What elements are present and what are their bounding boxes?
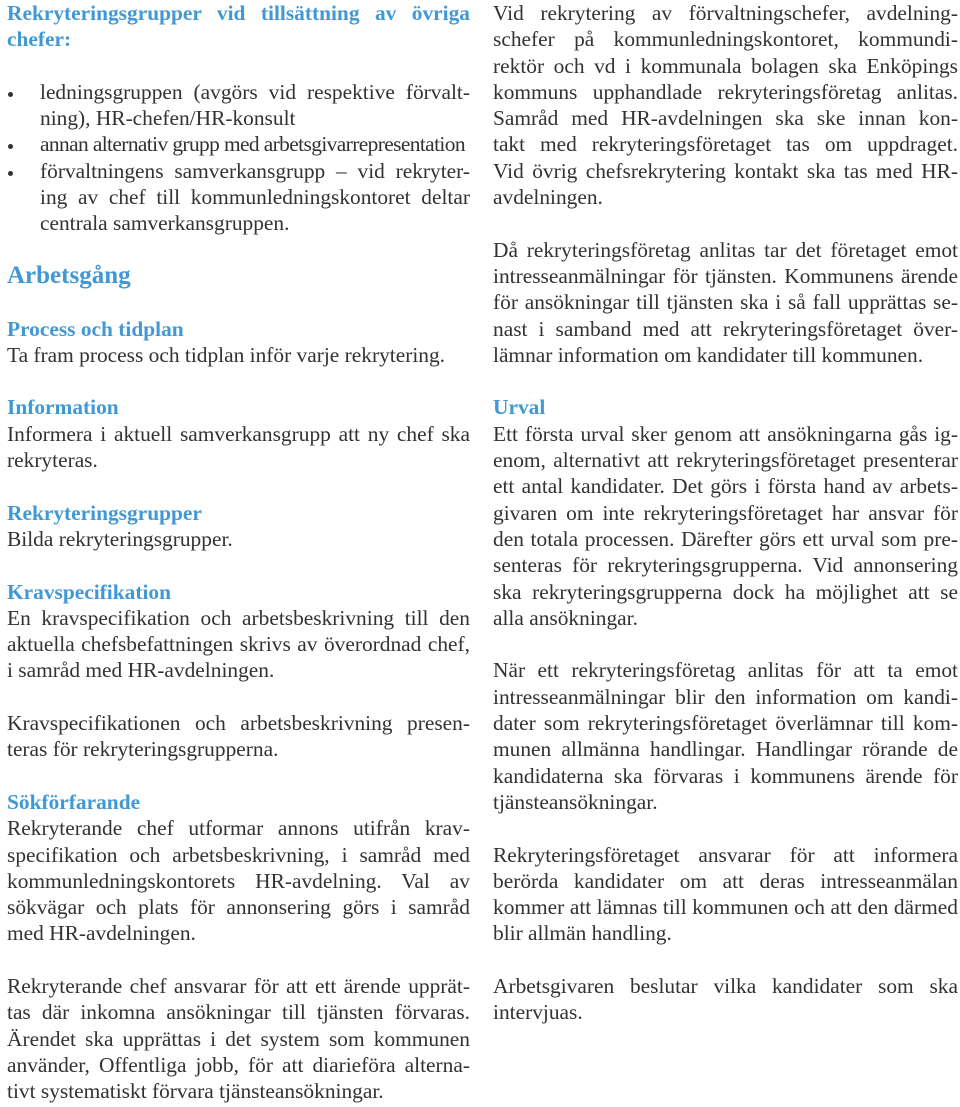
text-line: annan alternativ grupp med arbetsgivarrepresentation	[40, 132, 465, 157]
bullet-marker	[8, 171, 13, 176]
text-line: Samråd med HR-avdelningen ska ske innan kon-	[493, 106, 958, 131]
text-line: ning), HR-chefen/HR-konsult	[40, 106, 296, 131]
section-kravspecifikation	[7, 579, 470, 763]
text-line: blir allmän handling.	[493, 921, 672, 946]
text-line: schefer på kommunledningskontoret, kommundi-	[493, 27, 958, 52]
text-line: intresseanmälningar blir den information om kandi-	[493, 684, 958, 709]
bullet-item	[7, 158, 470, 237]
bullet-marker	[8, 144, 13, 149]
text-line: nast i samband med att rekryteringsföretaget över-	[493, 316, 958, 341]
text-line: Ta fram process och tidplan inför varje rekrytering.	[7, 342, 446, 367]
text-line: kandidaterna ska förvaras i kommunens ärende för	[493, 763, 958, 788]
paragraph	[493, 421, 958, 631]
section-information	[7, 394, 470, 473]
section-process-och-tidplan	[7, 316, 470, 369]
section-rekryteringsgrupper	[7, 500, 470, 553]
paragraph	[493, 657, 958, 815]
section-heading: Rekryteringsgrupper	[7, 500, 202, 525]
right-column	[493, 0, 958, 1026]
text-line: En kravspecifikation och arbetsbeskrivning till den	[7, 605, 470, 630]
paragraph	[7, 710, 470, 763]
text-line: intervjuas.	[493, 1000, 583, 1025]
text-line: Rekryterande chef ansvarar för att ett ärende upprät-	[7, 973, 470, 998]
text-line: Rekryteringsföretaget ansvarar för att informera	[493, 842, 958, 867]
bullet-item	[7, 79, 470, 132]
text-line: i samråd med HR-avdelningen.	[7, 658, 275, 683]
section-heading: Urval	[493, 395, 546, 420]
section-urval	[493, 394, 958, 1025]
text-line: ing av chef till kommunledningskontoret deltar	[40, 185, 470, 210]
heading-line: Rekryteringsgrupper vid tillsättning av övriga	[7, 1, 470, 25]
text-line: senteras för rekryteringsgrupperna. Vid annonsering	[493, 553, 958, 578]
text-line: med HR-avdelningen.	[7, 921, 196, 946]
text-line: avdelningen.	[493, 185, 603, 210]
text-line: använder, Offentliga jobb, för att diarieföra alterna-	[7, 1052, 470, 1077]
text-line: dater som rekryteringsföretaget överlämnar till kom-	[493, 711, 958, 736]
section-sokforfarande	[7, 789, 470, 1105]
text-line: Ärendet ska upprättas i det system som kommunen	[7, 1026, 470, 1051]
bullet-item	[7, 131, 470, 157]
text-line: för ansökningar till tjänsten ska i så fall upprättas se-	[493, 290, 958, 315]
section-heading: Sökförfarande	[7, 789, 141, 814]
text-line: lämnar information om kandidater till kommunen.	[493, 342, 924, 367]
section-heading: Process och tidplan	[7, 316, 184, 341]
intro-heading	[7, 0, 470, 53]
text-line: teras för rekryteringsgrupperna.	[7, 737, 279, 762]
text-line: Informera i aktuell samverkansgrupp att ny chef ska	[7, 421, 470, 446]
text-line: specifikation och arbetsbeskrivning, i samråd med	[7, 842, 470, 867]
section-title-arbetsgang: Arbetsgång	[7, 261, 131, 289]
text-line: tjänsteansökningar.	[493, 789, 658, 814]
text-line: sökvägar och plats för annonsering görs i samråd	[7, 895, 470, 920]
paragraph	[7, 815, 470, 946]
text-line: enom, alternativt att rekryteringsföretaget presenterar	[493, 448, 958, 473]
paragraph	[7, 973, 470, 1104]
text-line: Vid rekrytering av förvaltningschefer, avdelning-	[493, 1, 958, 25]
text-line: rektör och vd i kommunala bolagen ska Enköpings	[493, 53, 958, 78]
text-line: tivt systematiskt förvara tjänsteansökningar.	[7, 1079, 384, 1104]
paragraph	[493, 237, 958, 368]
text-line: Kravspecifikationen och arbetsbeskrivning presen-	[7, 711, 470, 736]
bullet-list	[7, 79, 470, 237]
left-column	[7, 0, 470, 1104]
text-line: kommuns upphandlade rekryteringsföretag anlitas.	[493, 79, 958, 104]
heading-line: chefer:	[7, 27, 72, 52]
text-line: Rekryterande chef utformar annons utifrån krav-	[7, 816, 470, 841]
text-line: förvaltningens samverkansgrupp – vid rekryter-	[40, 158, 470, 183]
text-line: Bilda rekryteringsgrupper.	[7, 526, 233, 551]
paragraph	[7, 605, 470, 684]
text-line: ett antal kandidater. Det görs i första hand av arbets-	[493, 474, 958, 499]
text-line: kommer att lämnas till kommunen och att den därmed	[493, 895, 958, 920]
paragraph	[493, 0, 958, 210]
text-line: intresseanmälningar för tjänsten. Kommunens ärende	[493, 263, 958, 288]
text-line: centrala samverkansgruppen.	[40, 211, 290, 236]
text-line: tas där inkomna ansökningar till tjänsten förvaras.	[7, 1000, 470, 1025]
paragraph	[493, 973, 958, 1026]
paragraph	[7, 421, 470, 474]
section-heading: Kravspecifikation	[7, 579, 171, 604]
paragraph	[493, 842, 958, 947]
text-line: ledningsgruppen (avgörs vid respektive förvalt-	[40, 79, 470, 104]
text-line: aktuella chefsbefattningen skrivs av överordnad chef,	[7, 632, 470, 657]
text-line: Då rekryteringsföretag anlitas tar det företaget emot	[493, 237, 958, 262]
text-line: den totala processen. Därefter görs ett urval som pre-	[493, 526, 958, 551]
text-line: Vid övrig chefsrekrytering kontakt ska tas med HR-	[493, 158, 958, 183]
text-line: Arbetsgivaren beslutar vilka kandidater som ska	[493, 973, 958, 998]
text-line: ska rekryteringsgrupperna dock ha möjlighet att se	[493, 579, 958, 604]
text-line: kommunledningskontorets HR-avdelning. Val av	[7, 868, 470, 893]
text-line: Ett första urval sker genom att ansökningarna gås ig-	[493, 421, 958, 446]
text-line: alla ansökningar.	[493, 605, 638, 630]
section-heading: Information	[7, 395, 119, 420]
paragraph	[7, 342, 470, 368]
text-line: rekryteras.	[7, 448, 98, 473]
text-line: När ett rekryteringsföretag anlitas för att ta emot	[493, 658, 958, 683]
text-line: munen allmänna handlingar. Handlingar rörande de	[493, 737, 958, 762]
bullet-marker	[8, 92, 13, 97]
paragraph	[7, 526, 470, 552]
text-line: givaren om inte rekryteringsföretaget har ansvar för	[493, 500, 958, 525]
text-line: berörda kandidater om att deras intresseanmälan	[493, 868, 958, 893]
text-line: takt med rekryteringsföretaget tas om uppdraget.	[493, 132, 958, 157]
